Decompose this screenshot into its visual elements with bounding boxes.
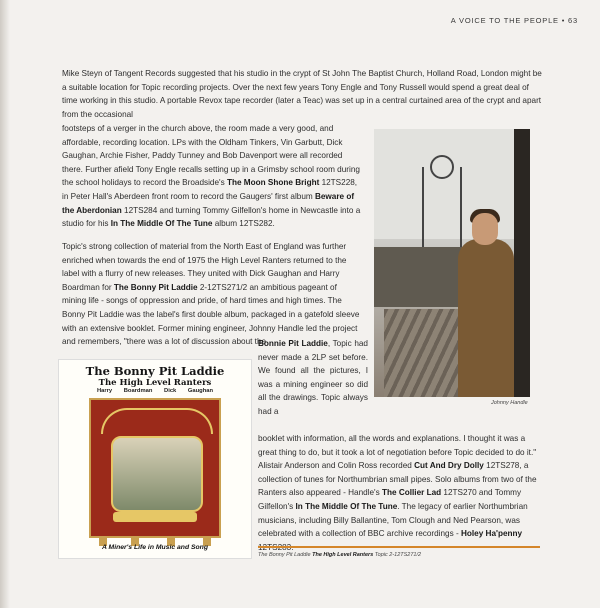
text-run: , Topic had never made a 2LP set before. We found all the pictures, I was a mining engineer so did all the drawings. Topic always had a xyxy=(258,339,368,416)
text-run: 12TS228, in Peter Hall's Aberdeen front room to record the Gaugers' first album xyxy=(62,178,358,201)
text-run: 12TS270 and Tommy Gilfellon's xyxy=(258,488,522,511)
miners-union-banner xyxy=(89,398,221,538)
album-cover-band: The High Level Ranters xyxy=(98,378,212,388)
paragraph-quote xyxy=(258,337,368,419)
text-run: booklet with information, all the words and explanations. I thought it was a great thing to do, but it took a lot of negotiation before Topic decided to do it." Alistair Anderson and Colin Ross recorded xyxy=(258,434,537,471)
text-run: . The legacy of earlier Northumbrian musicians, including Billy Ballantine, Tom Clough and Ned Pearson, was celebrated with a collection of BBC archive recordings - xyxy=(258,501,528,539)
caption-rule xyxy=(258,546,540,548)
page-gutter-shadow xyxy=(0,0,10,608)
text-run: 2-12TS271/2 an ambitious pageant of mining life - songs of oppression and pride, of hard times and high times. The Bonny Pit Laddie was the label's first double album, packaged in a gatefold sleeve with an extensive booklet. Former mining engineer, Johnny Handle led the project and remembers, "there was a lot of discussion about the xyxy=(62,282,360,347)
album-title-bold: Bonnie Pit Laddie xyxy=(258,339,328,348)
paragraph-intro xyxy=(62,67,542,121)
paragraph-quote-continued xyxy=(258,432,540,554)
banner-scene xyxy=(111,436,203,512)
man-in-coat xyxy=(458,239,514,397)
text-run: Topic's strong collection of material from the North East of England was further enriched when towards the end of 1975 the High Level Ranters returned to the label with a flurry of new releases. They united with Dick Gaughan and Harry Boardman for xyxy=(62,242,347,292)
album-cover-members xyxy=(59,388,251,394)
album-title-bold: Cut And Dry Dolly xyxy=(414,461,484,471)
album-cover-title: The Bonny Pit Laddie xyxy=(85,364,225,378)
caption-text: The Bonny Pit Laddie xyxy=(258,552,313,558)
text-run: 12TS278, a collection of tunes for Northumbrian small pipes. Solo albums from two of the Ranters also appeared - Handle's xyxy=(258,461,537,498)
album-title-bold: The Moon Shone Bright xyxy=(226,178,320,188)
album-title-bold: In The Middle Of The Tune xyxy=(110,219,213,229)
photo-dark-edge xyxy=(514,129,530,397)
pit-headframe xyxy=(422,167,462,247)
album-cover xyxy=(58,359,252,559)
member-name: Harry Boardman xyxy=(96,388,153,394)
album-title-bold: The Collier Lad xyxy=(382,488,442,498)
album-cover-subtitle: A Miner's Life in Music and Song xyxy=(102,544,208,551)
photo-caption: Johnny Handle xyxy=(491,400,528,406)
paragraph-intro-continued xyxy=(62,122,362,231)
album-caption xyxy=(258,552,421,558)
banner-arch xyxy=(101,408,213,434)
album-title-bold: The Bonny Pit Laddie xyxy=(113,282,198,292)
man-face xyxy=(472,213,498,245)
member-name: Dick Gaughan xyxy=(164,388,214,394)
album-title-bold: Holey Ha'penny xyxy=(460,529,523,539)
banner-scroll xyxy=(113,512,197,522)
album-title-bold: In The Middle Of The Tune xyxy=(295,501,398,511)
johnny-handle-photo xyxy=(374,129,530,397)
text-run: Mike Steyn of Tangent Records suggested that his studio in the crypt of St John The Baptist Church, Holland Road, London might be a suitable location for Topic recording projects. Over the next few years Tony Engle and Tony Russell would spend a great deal of time working in this studio. A portable Revox tape recorder (later a Teac) was set up in a central curtained area of the crypt and apart from the occasional xyxy=(62,69,542,119)
paragraph-north-east xyxy=(62,240,362,349)
running-head: A VOICE TO THE PEOPLE • 63 xyxy=(450,16,578,25)
caption-band: The High Level Ranters xyxy=(312,552,374,558)
text-run: album 12TS282. xyxy=(212,219,275,229)
text-run: footsteps of a verger in the church above, the room made a very good, and affordable, recording location. LPs with the Oldham Tinkers, Vin Garbutt, Dick Gaughan, Archie Fisher, Paddy Tunney and Bob Davenport were all recorded there. Further afield Tony Engle recalls setting up in a Grimsby school room during the school holidays to record the Broadside's xyxy=(62,124,360,188)
album-title-bold: Beware of the Aberdonian xyxy=(62,191,355,215)
text-run: 12TS284 and turning Tommy Gilfellon's home in Newcastle into a studio for his xyxy=(62,205,361,229)
caption-text: Topic 2-12TS271/2 xyxy=(373,552,422,558)
